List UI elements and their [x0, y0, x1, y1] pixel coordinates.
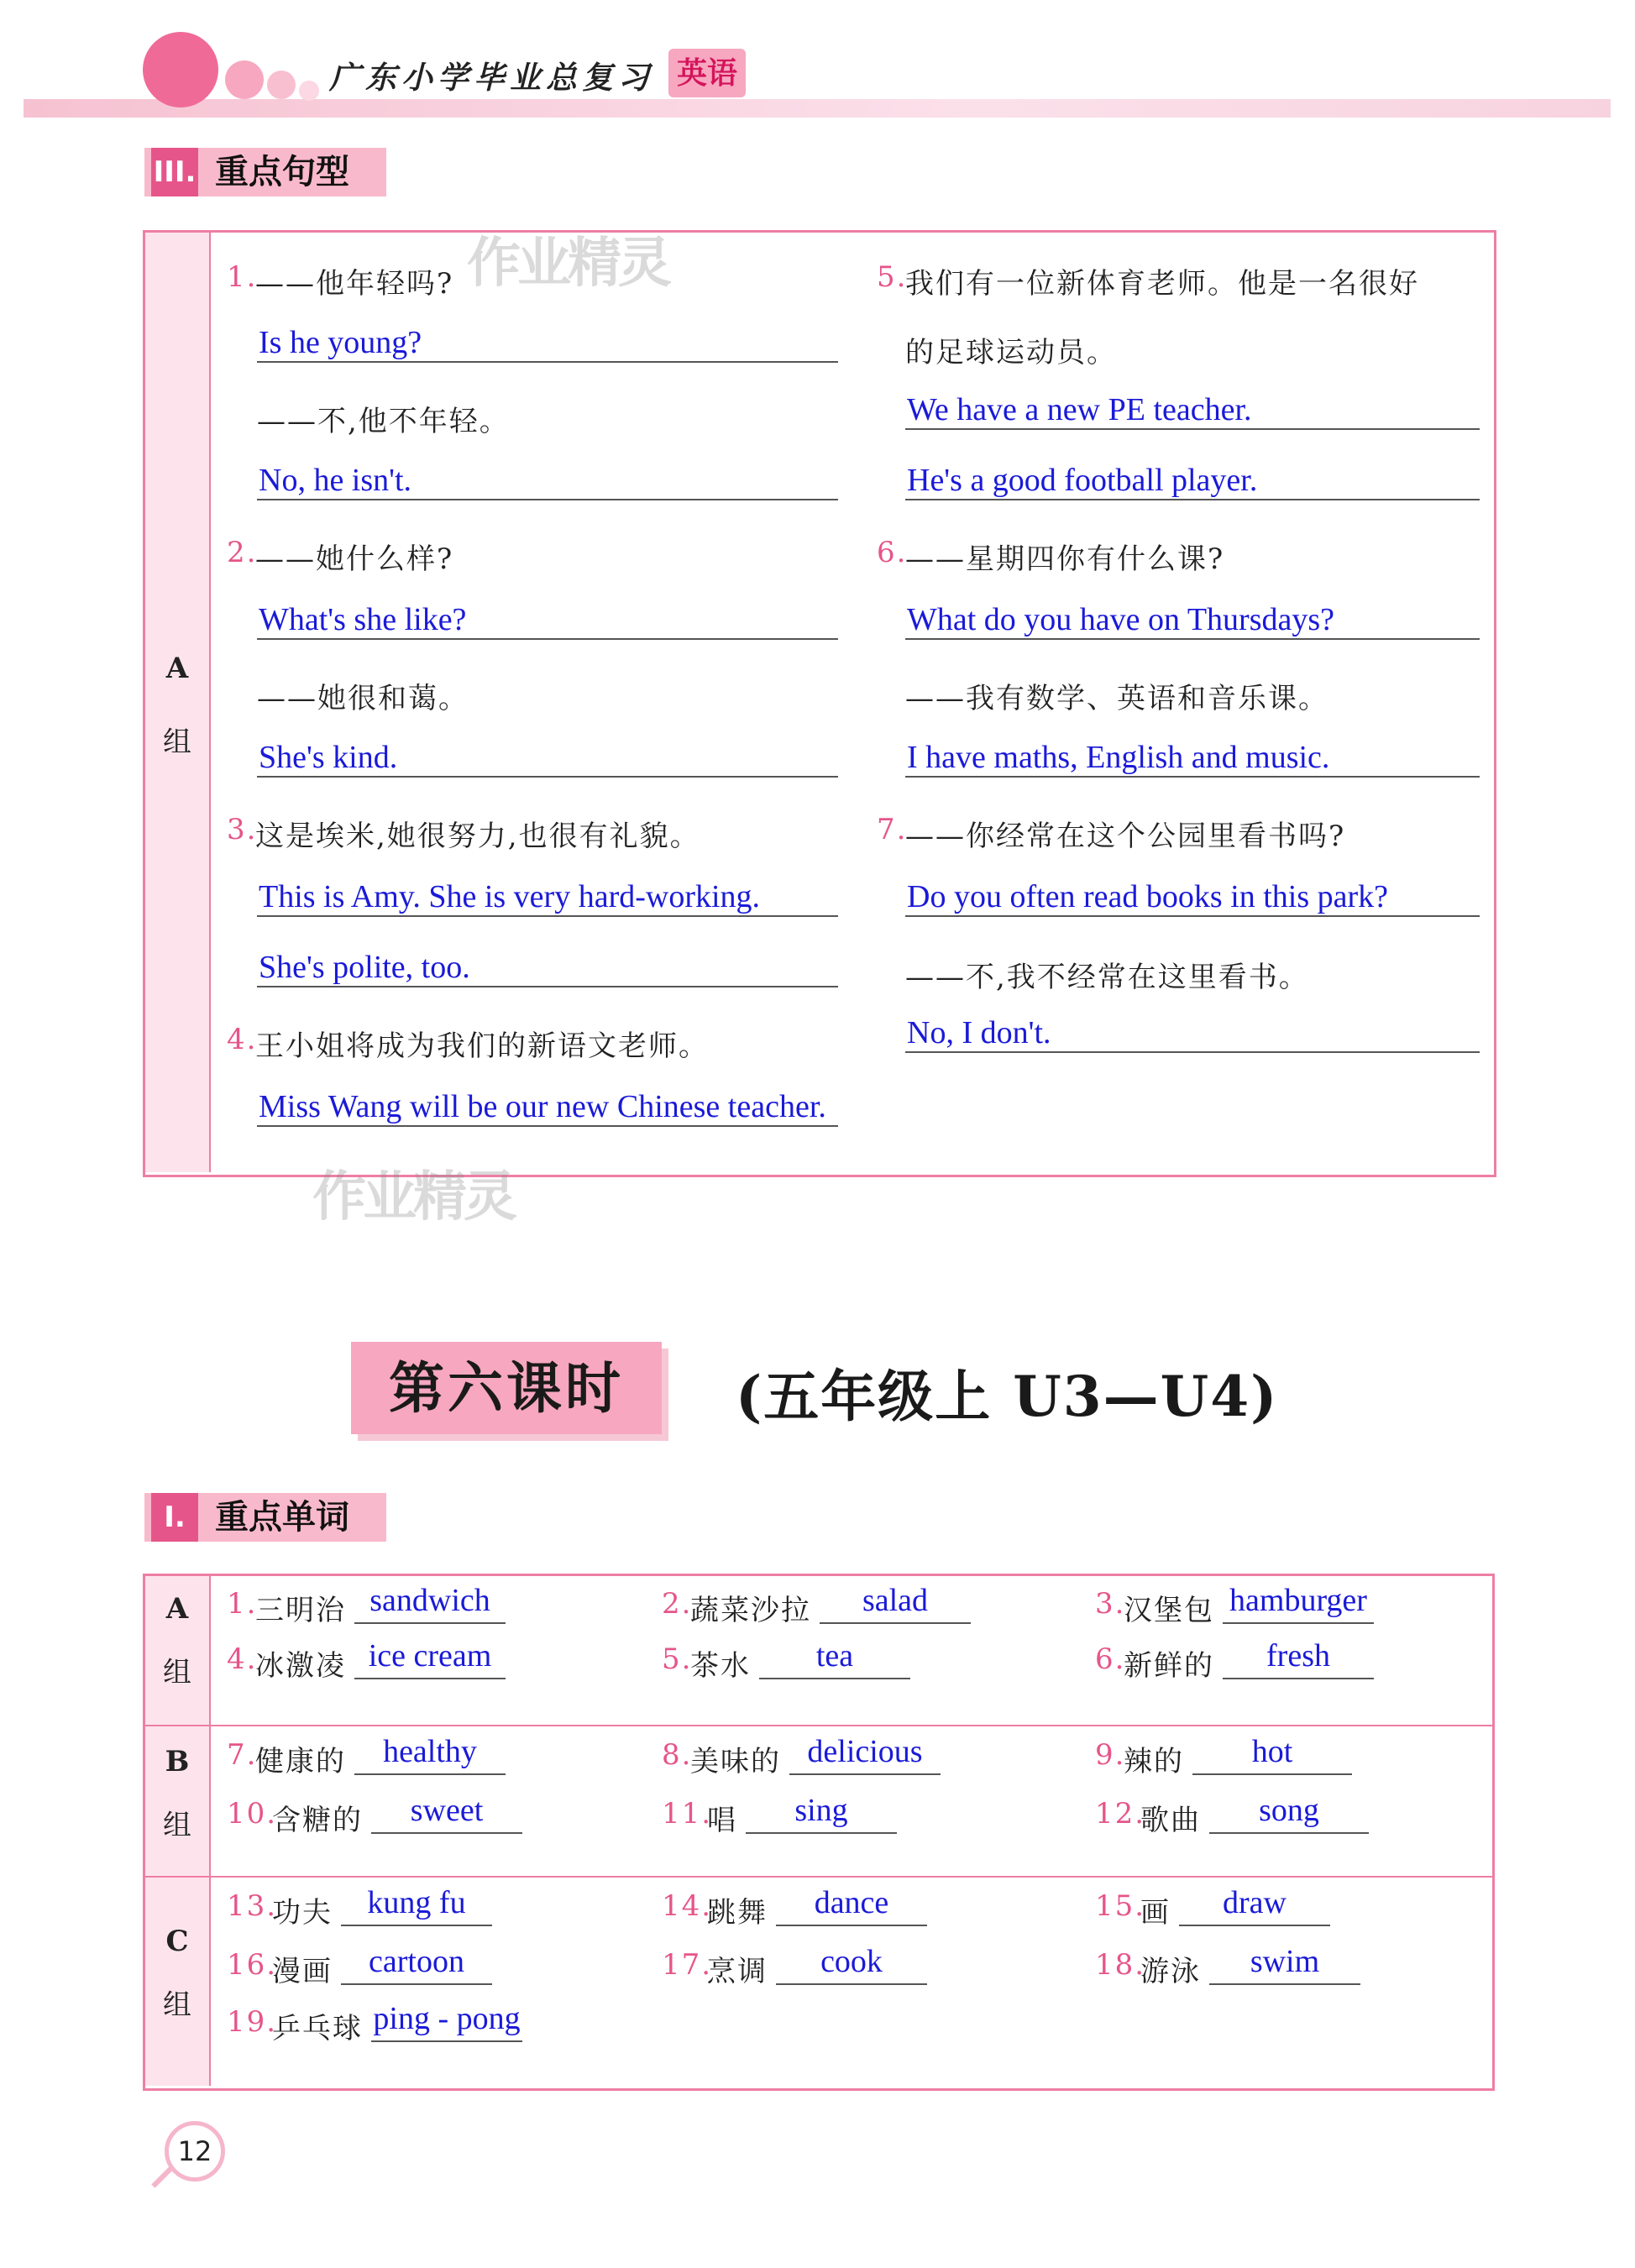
- lesson-subtitle: (五年级上 U3—U4): [736, 1364, 1279, 1429]
- word-chinese: 乒乓球: [272, 2012, 363, 2045]
- answer-text: No, I don't.: [907, 1015, 1051, 1050]
- word-answer: tea: [815, 1638, 854, 1674]
- answer-text: Is he young?: [259, 325, 422, 360]
- word-group-suffix: 组: [163, 1656, 191, 1689]
- word-chinese: 含糖的: [272, 1804, 363, 1837]
- sentence-group-letter: A: [165, 652, 189, 685]
- word-answer-line: [341, 1925, 492, 1926]
- word-answer: sing: [794, 1793, 848, 1828]
- word-answer: cartoon: [369, 1944, 464, 1979]
- question-number: 6.: [877, 536, 908, 569]
- lesson-title: 第六课时: [389, 1355, 624, 1421]
- word-group-suffix: 组: [163, 1809, 191, 1842]
- word-chinese: 烹调: [707, 1955, 768, 1988]
- word-answer-line: [1223, 1678, 1374, 1679]
- sentence-group-suffix: 组: [163, 725, 191, 759]
- header-circle-medium: [225, 60, 264, 99]
- word-answer-line: [1179, 1925, 1330, 1926]
- word-answer: ping - pong: [373, 2001, 521, 2036]
- answer-text: I have maths, English and music.: [907, 740, 1330, 775]
- page-number-decoration: [151, 2166, 172, 2187]
- question-number: 1.: [227, 260, 258, 294]
- word-answer: hamburger: [1229, 1583, 1367, 1618]
- word-number: 17.: [662, 1948, 713, 1982]
- answer-text: What's she like?: [259, 602, 467, 637]
- word-chinese: 汉堡包: [1124, 1594, 1214, 1627]
- page-number: 12: [165, 2121, 225, 2182]
- word-answer-line: [759, 1678, 910, 1679]
- word-chinese: 健康的: [255, 1745, 346, 1778]
- question-number: 2.: [227, 536, 258, 569]
- word-chinese: 游泳: [1140, 1955, 1201, 1988]
- answer-line: [905, 428, 1480, 430]
- answer-line: [257, 915, 838, 917]
- answer-text: No, he isn't.: [259, 463, 412, 498]
- word-number: 16.: [227, 1948, 278, 1982]
- word-chinese: 冰激凌: [255, 1649, 346, 1683]
- word-answer: hot: [1251, 1734, 1293, 1769]
- word-answer-line: [1223, 1622, 1374, 1624]
- word-answer-line: [354, 1622, 506, 1624]
- header-circle-large: [143, 32, 218, 107]
- answer-line: [905, 915, 1480, 917]
- word-group-suffix: 组: [163, 1988, 191, 2022]
- word-answer-line: [371, 2040, 522, 2042]
- word-number: 1.: [227, 1587, 258, 1621]
- lesson-title-box: [351, 1342, 662, 1434]
- question-number: 4.: [227, 1023, 258, 1056]
- answer-line: [257, 986, 838, 987]
- word-answer-line: [776, 1983, 927, 1985]
- question-number: 7.: [877, 813, 908, 846]
- chinese-prompt: ——不,我不经常在这里看书。: [905, 961, 1309, 994]
- word-number: 18.: [1095, 1948, 1146, 1982]
- word-answer-line: [820, 1622, 971, 1624]
- word-answer-line: [354, 1773, 506, 1775]
- answer-text: What do you have on Thursdays?: [907, 602, 1335, 637]
- word-answer-line: [341, 1983, 492, 1985]
- word-answer: sweet: [410, 1793, 484, 1828]
- chinese-prompt: 我们有一位新体育老师。他是一名很好: [905, 267, 1419, 301]
- answer-line: [257, 638, 838, 640]
- word-number: 9.: [1095, 1738, 1126, 1772]
- word-answer-line: [1209, 1832, 1369, 1834]
- header-subject-badge: 英语: [668, 49, 746, 97]
- word-group-letter: B: [165, 1745, 190, 1778]
- section-iii-title: 重点句型: [215, 153, 349, 191]
- section-i-number: I.: [151, 1493, 198, 1542]
- word-number: 5.: [662, 1642, 693, 1676]
- word-chinese: 美味的: [690, 1745, 781, 1778]
- chinese-prompt: 的足球运动员。: [905, 336, 1117, 369]
- section-iii-number: III.: [151, 148, 198, 196]
- header-circle-small: [267, 71, 296, 99]
- word-answer-line: [1209, 1983, 1360, 1985]
- word-answer: cook: [820, 1944, 883, 1979]
- word-answer-line: [354, 1678, 506, 1679]
- word-chinese: 茶水: [690, 1649, 751, 1683]
- chinese-prompt: ——星期四你有什么课?: [905, 542, 1225, 576]
- word-number: 7.: [227, 1738, 258, 1772]
- answer-text: This is Amy. She is very hard-working.: [259, 879, 761, 914]
- word-answer: healthy: [383, 1734, 477, 1769]
- word-answer: kung fu: [367, 1885, 466, 1920]
- answer-text: We have a new PE teacher.: [907, 392, 1252, 427]
- word-chinese: 唱: [707, 1804, 737, 1837]
- question-number: 3.: [227, 813, 258, 846]
- word-answer: swim: [1250, 1944, 1320, 1979]
- word-answer: dance: [814, 1885, 889, 1920]
- word-number: 15.: [1095, 1889, 1146, 1923]
- word-number: 14.: [662, 1889, 713, 1923]
- word-answer: delicious: [807, 1734, 923, 1769]
- word-chinese: 新鲜的: [1124, 1649, 1214, 1683]
- question-number: 5.: [877, 260, 908, 294]
- watermark: 作业精灵: [312, 1166, 514, 1228]
- chinese-prompt: ——我有数学、英语和音乐课。: [905, 682, 1328, 715]
- word-chinese: 功夫: [272, 1896, 333, 1930]
- words-row-divider: [145, 1876, 1492, 1878]
- answer-line: [257, 1125, 838, 1127]
- word-answer: ice cream: [368, 1638, 492, 1674]
- word-answer: salad: [862, 1583, 929, 1618]
- word-number: 10.: [227, 1797, 278, 1831]
- word-chinese: 跳舞: [707, 1896, 768, 1930]
- word-number: 19.: [227, 2005, 278, 2039]
- watermark: 作业精灵: [467, 233, 668, 295]
- word-chinese: 画: [1140, 1896, 1171, 1930]
- chinese-prompt: ——她很和蔼。: [257, 682, 469, 715]
- answer-text: Do you often read books in this park?: [907, 879, 1389, 914]
- word-answer-line: [789, 1773, 941, 1775]
- word-answer-line: [1192, 1773, 1352, 1775]
- word-answer-line: [776, 1925, 927, 1926]
- word-answer: song: [1259, 1793, 1319, 1828]
- header-circle-tiny: [299, 81, 319, 101]
- chinese-prompt: ——不,他不年轻。: [257, 405, 510, 438]
- section-iii-header: [144, 148, 386, 196]
- answer-text: She's polite, too.: [259, 950, 470, 985]
- word-chinese: 歌曲: [1140, 1804, 1201, 1837]
- word-number: 11.: [662, 1797, 713, 1831]
- answer-text: He's a good football player.: [907, 463, 1258, 498]
- section-i-header: [144, 1493, 386, 1542]
- answer-line: [905, 776, 1480, 778]
- chinese-prompt: ——他年轻吗?: [255, 267, 454, 301]
- chinese-prompt: ——她什么样?: [255, 542, 454, 576]
- word-answer-line: [371, 1832, 522, 1834]
- word-number: 13.: [227, 1889, 278, 1923]
- word-group-letter: A: [165, 1592, 189, 1626]
- word-answer: draw: [1223, 1885, 1287, 1920]
- word-number: 6.: [1095, 1642, 1126, 1676]
- answer-line: [257, 499, 838, 500]
- words-row-divider: [145, 1725, 1492, 1726]
- answer-line: [905, 1051, 1480, 1053]
- word-number: 8.: [662, 1738, 693, 1772]
- chinese-prompt: 这是埃米,她很努力,也很有礼貌。: [255, 820, 700, 853]
- word-number: 12.: [1095, 1797, 1146, 1831]
- chinese-prompt: 王小姐将成为我们的新语文老师。: [255, 1029, 709, 1063]
- answer-line: [905, 499, 1480, 500]
- answer-line: [905, 638, 1480, 640]
- word-chinese: 蔬菜沙拉: [690, 1594, 811, 1627]
- sentence-group-column: [145, 233, 211, 1172]
- word-group-letter: C: [165, 1925, 189, 1958]
- word-answer-line: [746, 1832, 897, 1834]
- word-chinese: 漫画: [272, 1955, 333, 1988]
- word-chinese: 辣的: [1124, 1745, 1184, 1778]
- word-chinese: 三明治: [255, 1594, 346, 1627]
- answer-line: [257, 361, 838, 363]
- word-number: 3.: [1095, 1587, 1126, 1621]
- word-number: 4.: [227, 1642, 258, 1676]
- answer-text: Miss Wang will be our new Chinese teacher.: [259, 1089, 826, 1124]
- header-band: [24, 99, 1611, 118]
- answer-line: [257, 776, 838, 778]
- word-number: 2.: [662, 1587, 693, 1621]
- chinese-prompt: ——你经常在这个公园里看书吗?: [905, 820, 1346, 853]
- answer-text: She's kind.: [259, 740, 398, 775]
- header-title: 广东小学毕业总复习: [329, 59, 654, 96]
- word-answer: sandwich: [369, 1583, 490, 1618]
- section-i-title: 重点单词: [215, 1498, 349, 1537]
- word-answer: fresh: [1266, 1638, 1330, 1674]
